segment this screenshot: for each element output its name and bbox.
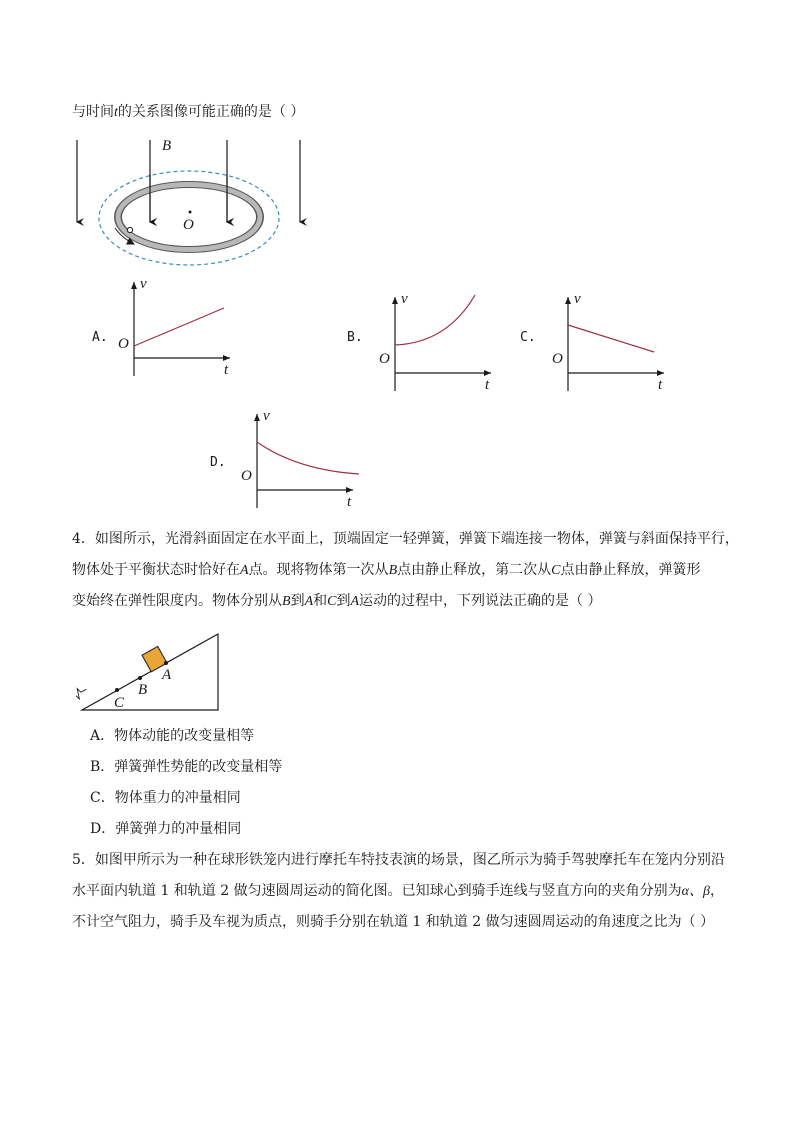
graph-c-origin: O [552, 351, 563, 367]
q5-line1: 5．如图甲所示为一种在球形铁笼内进行摩托车特技表演的场景，图乙所示为骑手驾驶摩托车在笼内分别沿 [72, 852, 725, 868]
graph-c-option-label: C. [520, 330, 536, 345]
graph-d-x-arrow [346, 487, 353, 493]
graph-c-v-label: v [574, 291, 581, 307]
graph-d-t-label: t [347, 494, 352, 510]
graph-d-origin: O [241, 468, 252, 484]
graph-c-x-arrow [657, 370, 664, 376]
graph-b-v-label: v [401, 291, 408, 307]
label-A: A [162, 667, 172, 683]
graph-a-y-arrow [131, 282, 137, 289]
graph-c-t-label: t [658, 377, 663, 393]
graph-a-x-arrow [223, 355, 230, 361]
q4-option-C: C．物体重力的冲量相同 [90, 790, 241, 806]
magnetic-field-lines [77, 140, 300, 222]
q4-incline-figure [76, 618, 226, 714]
label-C: C [114, 695, 125, 711]
graph-b-y-arrow [392, 297, 398, 304]
field-label-B: B [162, 138, 172, 154]
point-C [115, 688, 119, 692]
graph-a-option-label: A. [92, 330, 108, 345]
point-A [164, 661, 168, 665]
graph-d-option-label: D. [210, 455, 226, 470]
q4-line2: 物体处于平衡状态时恰好在A点。现将物体第一次从B点由静止释放，第二次从C点由静止释放，弹簧形 [72, 562, 701, 578]
graph-d-y-arrow [254, 414, 260, 421]
point-B [138, 676, 142, 680]
q3-graphs [0, 280, 794, 512]
graph-d-v-label: v [263, 408, 270, 424]
graph-a-curve [134, 308, 224, 346]
graph-b-x-arrow [484, 370, 491, 376]
center-label-O: O [183, 217, 194, 233]
q5-line3: 不计空气阻力，骑手及车视为质点，则骑手分别在轨道 1 和轨道 2 做匀速圆周运动的角速度之比为（ ） [72, 914, 715, 930]
label-B: B [138, 682, 148, 698]
graph-d-curve [257, 442, 359, 474]
graph-a-t-label: t [224, 362, 229, 378]
graph-b-option-label: B. [347, 330, 363, 345]
graph-c-y-arrow [565, 297, 571, 304]
q3-ring-figure [60, 134, 320, 274]
graph-a-origin: O [118, 336, 129, 352]
graph-b-origin: O [379, 351, 390, 367]
q5-line2: 水平面内轨道 1 和轨道 2 做匀速圆周运动的简化图。已知球心到骑手连线与竖直方向的夹角分别为α、β， [72, 883, 724, 899]
q4-option-D: D．弹簧弹力的冲量相同 [90, 821, 242, 837]
charged-particle [127, 227, 132, 232]
q4-option-B: B．弹簧弹性势能的改变量相等 [90, 759, 283, 775]
graph-c-curve [568, 325, 654, 352]
graph-a-v-label: v [140, 280, 147, 292]
q4-line3: 变始终在弹性限度内。物体分别从B到A和C到A运动的过程中，下列说法正确的是（ ） [72, 593, 602, 609]
incline [82, 634, 218, 710]
q3-stem: 与时间t的关系图像可能正确的是（ ） [72, 104, 305, 120]
graph-b-t-label: t [485, 377, 490, 393]
q4-line1: 4．如图所示，光滑斜面固定在水平面上，顶端固定一轻弹簧，弹簧下端连接一物体，弹簧与斜面保持平行， [72, 531, 739, 547]
q4-option-A: A．物体动能的改变量相等 [90, 728, 255, 744]
